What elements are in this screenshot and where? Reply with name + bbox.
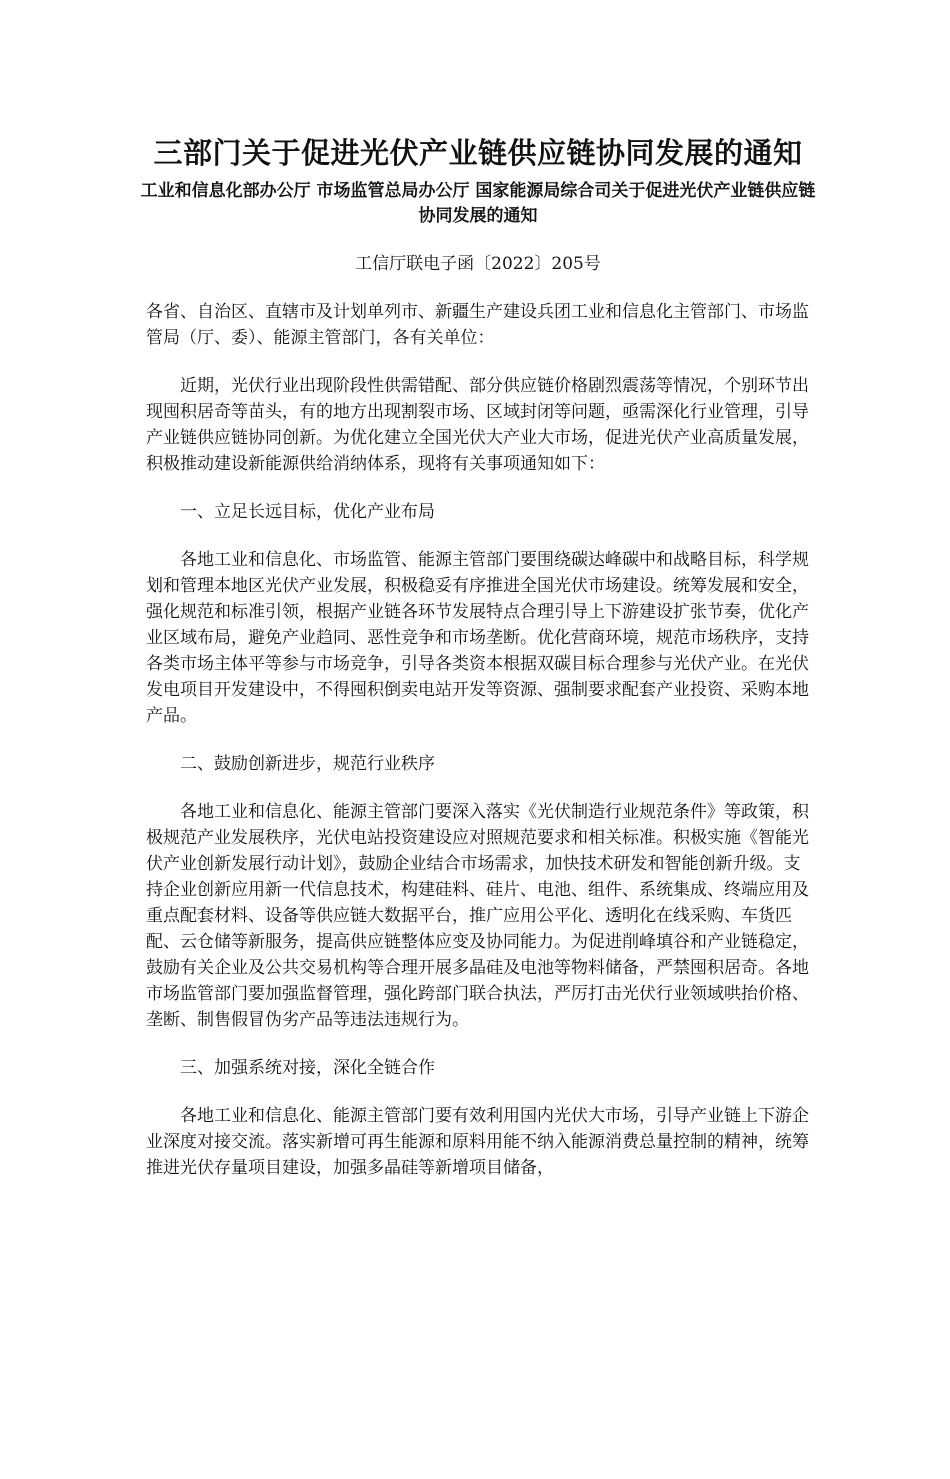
intro-paragraph: 近期，光伏行业出现阶段性供需错配、部分供应链价格剧烈震荡等情况，个别环节出现囤积居奇等苗头，有的地方出现割裂市场、区域封闭等问题，亟需深化行业管理，引导产业链供应链协同创新。为优化建立全国光伏大产业大市场，促进光伏产业高质量发展，积极推动建设新能源供给消纳体系，现将有关事项通知如下： xyxy=(146,376,809,474)
section-body-2: 各地工业和信息化、能源主管部门要深入落实《光伏制造行业规范条件》等政策，积极规范产业发展秩序，光伏电站投资建设应对照规范要求和相关标准。积极实施《智能光伏产业创新发展行动计划》，鼓励企业结合市场需求，加快技术研发和智能创新升级。支持企业创新应用新一代信息技术，构建硅料、硅片、电池、组件、系统集成、终端应用及重点配套材料、设备等供应链大数据平台，推广应用公平化、透明化在线采购、车货匹配、云仓储等新服务，提高供应链整体应变及协同能力。为促进削峰填谷和产业链稳定，鼓励有关企业及公共交易机构等合理开展多晶硅及电池等物料储备，严禁囤积居奇。各地市场监管部门要加强监督管理，强化跨部门联合执法，严厉打击光伏行业领域哄抬价格、垄断、制售假冒伪劣产品等违法违规行为。 xyxy=(146,802,809,1030)
section-body-1: 各地工业和信息化、市场监管、能源主管部门要围绕碳达峰碳中和战略目标，科学规划和管理本地区光伏产业发展，积极稳妥有序推进全国光伏市场建设。统筹发展和安全，强化规范和标准引领，根据产业链各环节发展特点合理引导上下游建设扩张节奏，优化产业区域布局，避免产业趋同、恶性竞争和市场垄断。优化营商环境，规范市场秩序，支持各类市场主体平等参与市场竞争，引导各类资本根据双碳目标合理参与光伏产业。在光伏发电项目开发建设中，不得囤积倒卖电站开发等资源、强制要求配套产业投资、采购本地产品。 xyxy=(146,550,809,726)
section-heading-2: 二、鼓励创新进步，规范行业秩序 xyxy=(180,754,435,774)
document-title: 三部门关于促进光伏产业链供应链协同发展的通知 xyxy=(153,136,803,170)
document-subtitle: 工业和信息化部办公厅 市场监管总局办公厅 国家能源局综合司关于促进光伏产业链供应链协同发展的通知 xyxy=(140,181,816,226)
document-page xyxy=(0,135,950,1479)
section-heading-1: 一、立足长远目标，优化产业布局 xyxy=(180,502,435,522)
section-body-3: 各地工业和信息化、能源主管部门要有效利用国内光伏大市场，引导产业链上下游企业深度对接交流。落实新增可再生能源和原料用能不纳入能源消费总量控制的精神，统筹推进光伏存量项目建设，加强多晶硅等新增项目储备， xyxy=(146,1106,809,1178)
section-heading-3: 三、加强系统对接，深化全链合作 xyxy=(180,1058,435,1078)
document-number: 工信厅联电子函〔2022〕205号 xyxy=(355,254,601,274)
salutation: 各省、自治区、直辖市及计划单列市、新疆生产建设兵团工业和信息化主管部门、市场监管局（厅、委）、能源主管部门，各有关单位： xyxy=(146,302,809,348)
